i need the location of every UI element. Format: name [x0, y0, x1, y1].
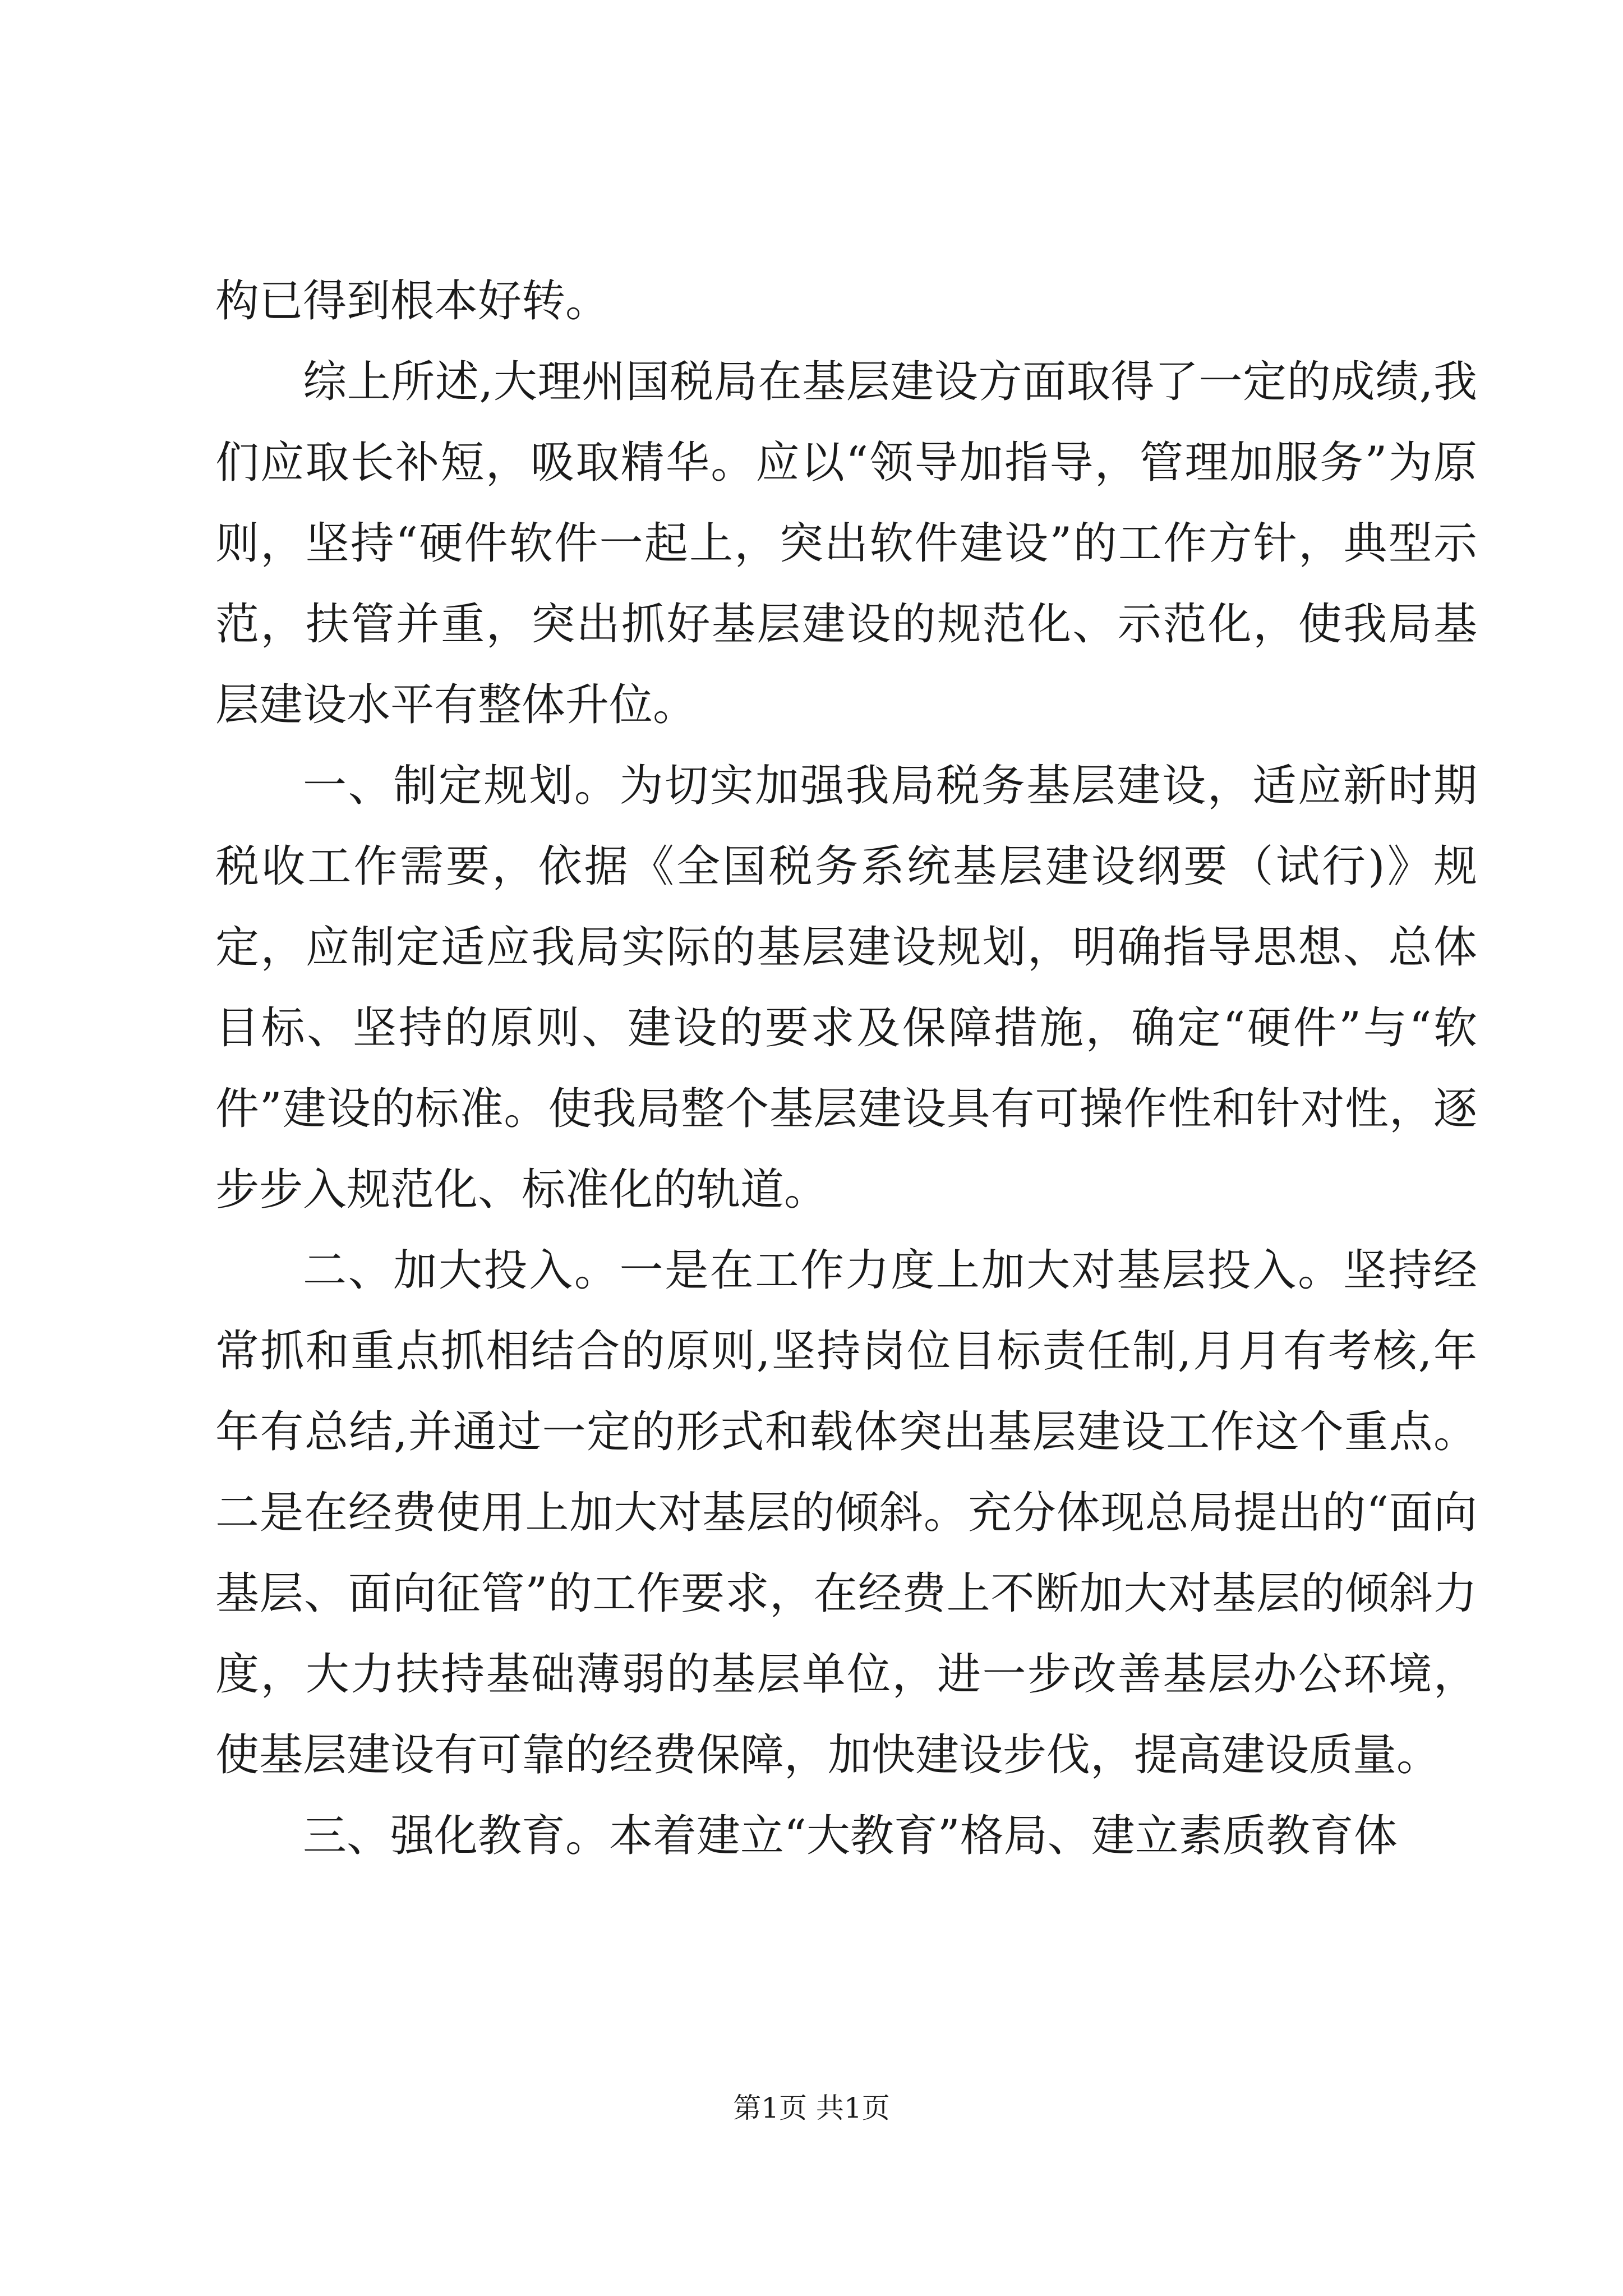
paragraph-planning: 一、制定规划。为切实加强我局税务基层建设，适应新时期税收工作需要，依据《全国税务系统基层建设纲要（试行)》规定，应制定适应我局实际的基层建设规划，明确指导思想、总体目标、坚持的原则、建设的要求及保障措施，确定“硬件”与“软件”建设的标准。使我局整个基层建设具有可操作性和针对性，逐步步入规范化、标准化的轨道。 [215, 761, 1477, 1215]
paragraph-summary: 综上所述,大理州国税局在基层建设方面取得了一定的成绩,我们应取长补短，吸取精华。应以“领导加指导，管理加服务”为原则，坚持“硬件软件一起上，突出软件建设”的工作方针，典型示范，扶管并重，突出抓好基层建设的规范化、示范化，使我局基层建设水平有整体升位。 [215, 357, 1477, 730]
paragraph-investment: 二、加大投入。一是在工作力度上加大对基层投入。坚持经常抓和重点抓相结合的原则,坚持岗位目标责任制,月月有考核,年年有总结,并通过一定的形式和载体突出基层建设工作这个重点。二是在经费使用上加大对基层的倾斜。充分体现总局提出的“面向基层、面向征管”的工作要求，在经费上不断加大对基层的倾斜力度，大力扶持基础薄弱的基层单位，进一步改善基层办公环境，使基层建设有可靠的经费保障，加快建设步伐，提高建设质量。 [215, 1245, 1477, 1780]
page-footer: 第1页 共1页 [733, 2092, 890, 2124]
paragraph-education: 三、强化教育。本着建立“大教育”格局、建立素质教育体 [303, 1811, 1398, 1861]
paragraph-continuation: 构已得到根本好转。 [215, 276, 610, 326]
document-body [215, 261, 1477, 1876]
